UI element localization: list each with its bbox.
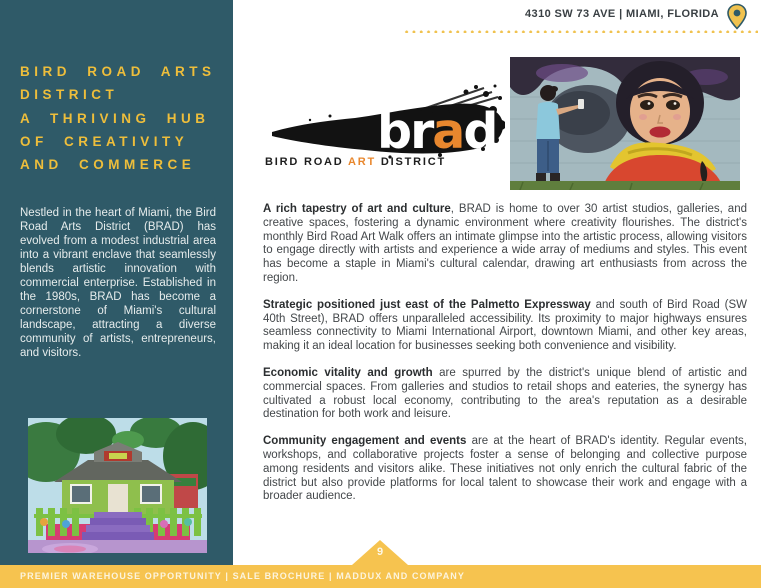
page-title bbox=[20, 60, 220, 176]
dotted-divider bbox=[403, 29, 758, 33]
artist-painting-mural-photo bbox=[510, 57, 740, 190]
body-paragraph bbox=[263, 435, 747, 504]
footer-text: PREMIER WAREHOUSE OPPORTUNITY | SALE BROCHURE | MADDUX AND COMPANY bbox=[20, 571, 465, 581]
body-copy bbox=[263, 203, 747, 517]
paragraph-lead: Community engagement and events bbox=[263, 435, 467, 448]
tagline-accent: ART bbox=[347, 156, 376, 168]
logo-tagline bbox=[265, 156, 446, 168]
sidebar-intro-text: Nestled in the heart of Miami, the Bird Road Arts District (BRAD) has evolved from a modest industrial area into a vibrant enclave that seamlessly blends artistic innovation with commercial enterprise. Established in the 1980s, BRAD has become a cornerstone of Miami's cultural landscape, attracting a diverse community of artists, entrepreneurs, and visitors. bbox=[20, 207, 216, 359]
paragraph-text: are spurred by the district's unique blend of artistic and commercial spaces. From galleries and studios to retail shops and eateries, the synergy has cultivated a robust local economy, contributing to the area's reputation as a desirable destination for both work and leisure. bbox=[263, 366, 748, 421]
body-paragraph bbox=[263, 203, 747, 286]
paragraph-lead: A rich tapestry of art and culture bbox=[263, 203, 451, 215]
body-paragraph bbox=[263, 367, 747, 422]
paragraph-lead: Strategic positioned just east of the Palmetto Expressway bbox=[263, 298, 591, 311]
title-line: BIRD ROAD ARTS bbox=[20, 64, 216, 79]
page-number: 9 bbox=[376, 546, 384, 558]
mural-photo-illustration bbox=[510, 57, 740, 190]
paragraph-text: , BRAD is home to over 30 artist studios, galleries, and creative spaces, fostering a dynamic environment where creativity flourishes. The district's monthly Bird Road Art Walk offers an intimate glimpse into the artistic process, allowing visitors to engage directly with artists and experience a wide array of mediums and styles. This event has become a staple in Miami's cultural calendar, drawing art enthusiasts from across the region. bbox=[263, 203, 747, 284]
address-text: 4310 SW 73 AVE | MIAMI, FLORIDA bbox=[525, 8, 719, 20]
title-line: DISTRICT bbox=[20, 87, 119, 103]
title-line: OF CREATIVITY bbox=[20, 133, 189, 149]
house-photo-illustration bbox=[28, 418, 207, 553]
title-line: A THRIVING HUB bbox=[20, 110, 210, 126]
location-pin-icon bbox=[725, 3, 749, 30]
colorful-art-house-photo bbox=[28, 418, 207, 553]
tagline-right: DISTRICT bbox=[376, 156, 446, 168]
brad-logo-brushstroke bbox=[270, 80, 505, 162]
tagline-left: BIRD ROAD bbox=[265, 156, 348, 168]
paragraph-lead: Economic vitality and growth bbox=[263, 366, 433, 379]
brad-wordmark: brad bbox=[377, 103, 497, 160]
paragraph-text: are at the heart of BRAD's identity. Regular events, workshops, and collaborative projects foster a sense of belonging and collective purpose among residents and visitors alike. These initiatives not only enrich the cultural fabric of the district but also provide platforms for local talent to showcase their work and engage with a broader audience. bbox=[263, 435, 747, 503]
sidebar bbox=[0, 0, 233, 565]
footer-bar bbox=[0, 565, 761, 588]
paragraph-text: and south of Bird Road (SW 40th Street), BRAD offers unparalleled accessibility. Its proximity to major highways ensures seamless connectivity to Miami International Airport, downtown Miami, and other key areas, making it an ideal location for businesses seeking both convenience and visibility. bbox=[263, 298, 747, 353]
brad-logo bbox=[270, 80, 505, 162]
body-paragraph bbox=[263, 299, 747, 354]
title-line: AND COMMERCE bbox=[20, 157, 196, 173]
